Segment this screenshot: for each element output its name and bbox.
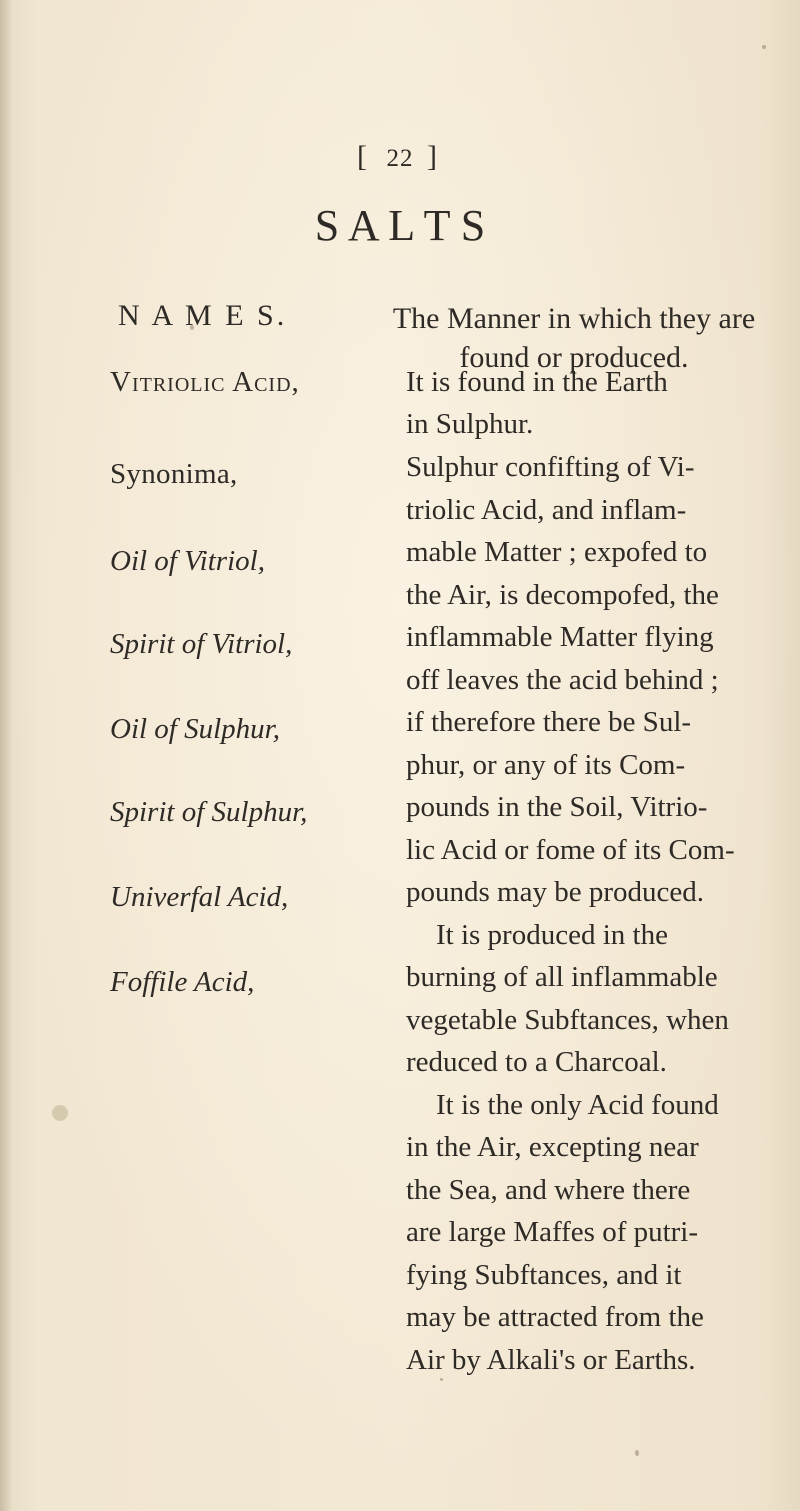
text-line: if therefore there be Sul- (406, 706, 692, 738)
name-entry: Univerfal Acid, (110, 881, 289, 913)
paper-speck (762, 45, 766, 49)
text-line: mable Matter ; expofed to (406, 536, 708, 568)
page-number-close-bracket: ] (427, 140, 443, 173)
text-line: may be attracted from the (406, 1301, 704, 1333)
manner-column-heading: The Manner in which they are found or produced. (392, 302, 756, 374)
text-line: Air by Alkali's or Earths. (406, 1344, 696, 1376)
paper-speck (635, 1450, 639, 1456)
text-line: It is found in the Earth (406, 366, 668, 398)
name-entry: Foffile Acid, (110, 966, 255, 998)
text-line: in the Air, excepting near (406, 1131, 699, 1163)
text-line: triolic Acid, and inflam- (406, 494, 687, 526)
name-entry: Oil of Sulphur, (110, 713, 280, 745)
text-line: It is produced in the (436, 919, 668, 951)
names-column-heading: N A M E S. (118, 299, 288, 332)
paper-stain (52, 1105, 68, 1121)
name-entry: Oil of Vitriol, (110, 545, 265, 577)
page-number-value: 22 (386, 145, 414, 172)
name-entry: Spirit of Sulphur, (110, 796, 308, 828)
text-line: pounds may be produced. (406, 876, 704, 908)
text-line: in Sulphur. (406, 408, 534, 440)
paper-speck (440, 1378, 443, 1381)
text-line: off leaves the acid behind ; (406, 664, 719, 696)
page-number-open-bracket: [ (357, 140, 373, 173)
text-line: lic Acid or fome of its Com- (406, 834, 735, 866)
text-line: reduced to a Charcoal. (406, 1046, 667, 1078)
text-line: vegetable Subftances, when (406, 1004, 729, 1036)
text-line: Sulphur confifting of Vi- (406, 451, 695, 483)
text-line: are large Maffes of putri- (406, 1216, 699, 1248)
section-title: S A L T S (314, 201, 486, 250)
paper-speck (190, 325, 194, 330)
name-entry-synonima-label: Synonima, (110, 458, 238, 490)
text-line: inflammable Matter flying (406, 621, 714, 653)
text-line: burning of all inflammable (406, 961, 718, 993)
text-line: It is the only Acid found (436, 1089, 719, 1121)
text-line: fying Subftances, and it (406, 1259, 682, 1291)
name-entry-main: Vitriolic Acid, (110, 366, 300, 398)
name-entry: Spirit of Vitriol, (110, 628, 293, 660)
page-number (0, 140, 800, 174)
text-line: the Sea, and where there (406, 1174, 691, 1206)
text-line: pounds in the Soil, Vitrio- (406, 791, 708, 823)
text-line: phur, or any of its Com- (406, 749, 686, 781)
text-line: the Air, is decompofed, the (406, 579, 719, 611)
